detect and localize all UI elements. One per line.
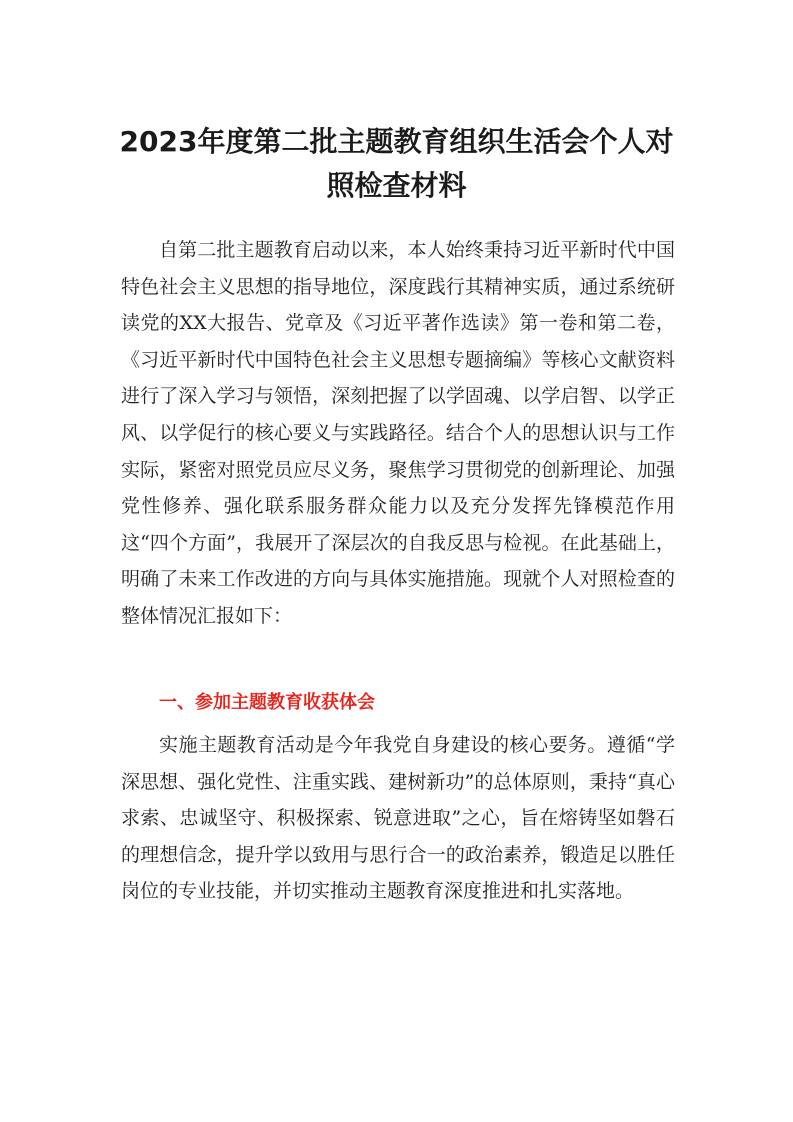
document-title-line1: 2023年度第二批主题教育组织生活会个人对 xyxy=(119,125,674,158)
intro-paragraph: 自第二批主题教育启动以来，本人始终秉持习近平新时代中国特色社会主义思想的指导地位，深度践行其精神实质，通过系统研读党的XX大报告、党章及《习近平著作选读》第一卷和第二卷，《习近平新时代中国特色社会主义思想专题摘编》等核心文献资料进行了深入学习与领悟，深刻把握了以学固魂、以学启智、以学正风、以学促行的核心要义与实践路径。结合个人的思想认识与工作实际，紧密对照党员应尽义务，聚焦学习贯彻党的创新理论、加强党性修养、强化联系服务群众能力以及充分发挥先锋模范作用这“四个方面”，我展开了深层次的自我反思与检视。在此基础上，明确了未来工作改进的方向与具体实施措施。现就个人对照检查的整体情况汇报如下： xyxy=(121,239,675,627)
document-title-line2: 照检查材料 xyxy=(326,169,467,202)
section1-paragraph: 实施主题教育活动是今年我党自身建设的核心要务。遵循“学深思想、强化党性、注重实践、建树新功”的总体原则，秉持“真心求索、忠诚坚守、积极探索、锐意进取”之心，旨在熔铸坚如磐石的理想信念，提升学以致用与思行合一的政治素养，锻造足以胜任岗位的专业技能，并切实推动主题教育深度推进和扎实落地。 xyxy=(121,734,675,903)
section-heading-1: 一、参加主题教育收获体会 xyxy=(159,692,375,713)
